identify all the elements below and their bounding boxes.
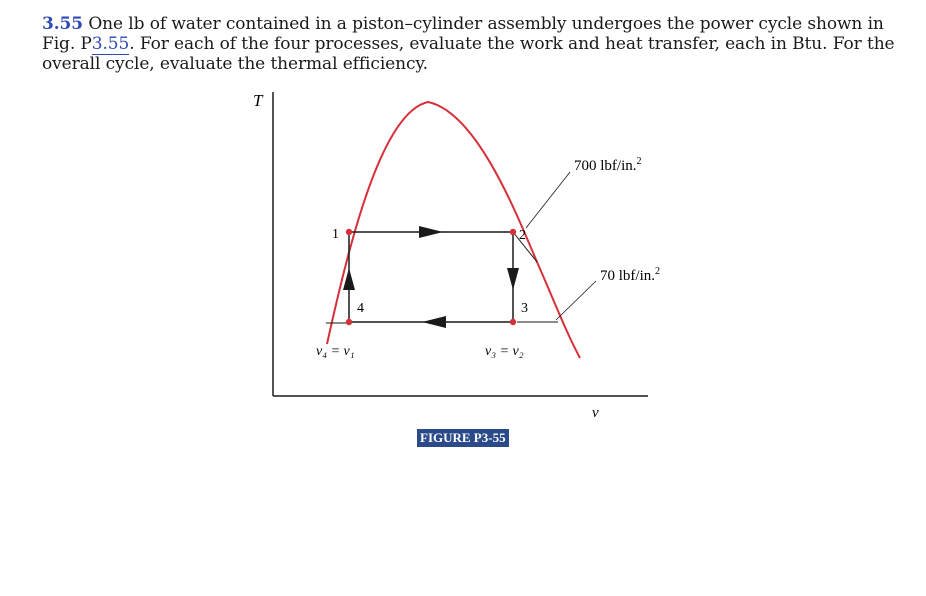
problem-text-start: One lb of water contained in a piston–cylinder assembly undergoes the power cycle shown in Fig. P (42, 14, 884, 54)
leader-700 (526, 172, 570, 228)
leader-70 (556, 281, 596, 320)
v3-equals-v2: v₃ = v₂ (485, 344, 524, 359)
arrow-3-4 (422, 316, 446, 328)
t-axis-label: T (253, 91, 263, 110)
arrow-1-2 (419, 226, 443, 238)
state-point-4 (346, 319, 352, 325)
figure-reference-link[interactable]: 3.55 (91, 34, 130, 54)
state-label-2: 2 (519, 228, 526, 243)
figure-caption: FIGURE P3-55 (417, 429, 509, 447)
v4-equals-v1: v₄ = v₁ (316, 344, 355, 359)
state-point-2 (510, 229, 516, 235)
pressure-label-low: 70 lbf/in.$^2$ (600, 266, 660, 284)
state-label-1: 1 (332, 227, 339, 242)
problem-number: 3.55 (42, 14, 84, 34)
state-point-3 (510, 319, 516, 325)
problem-text-end: . For each of the four processes, evaluate the work and heat transfer, each in Btu. For the overall cycle, evaluate the thermal efficiency. (42, 34, 895, 74)
state-point-1 (346, 229, 352, 235)
pressure-label-high: 700 lbf/in.$^2$ (574, 156, 642, 174)
saturation-dome (327, 102, 580, 358)
state-label-3: 3 (521, 301, 528, 316)
v-axis-label: v (592, 405, 599, 421)
state-label-4: 4 (357, 301, 364, 316)
arrow-2-3 (507, 268, 519, 290)
